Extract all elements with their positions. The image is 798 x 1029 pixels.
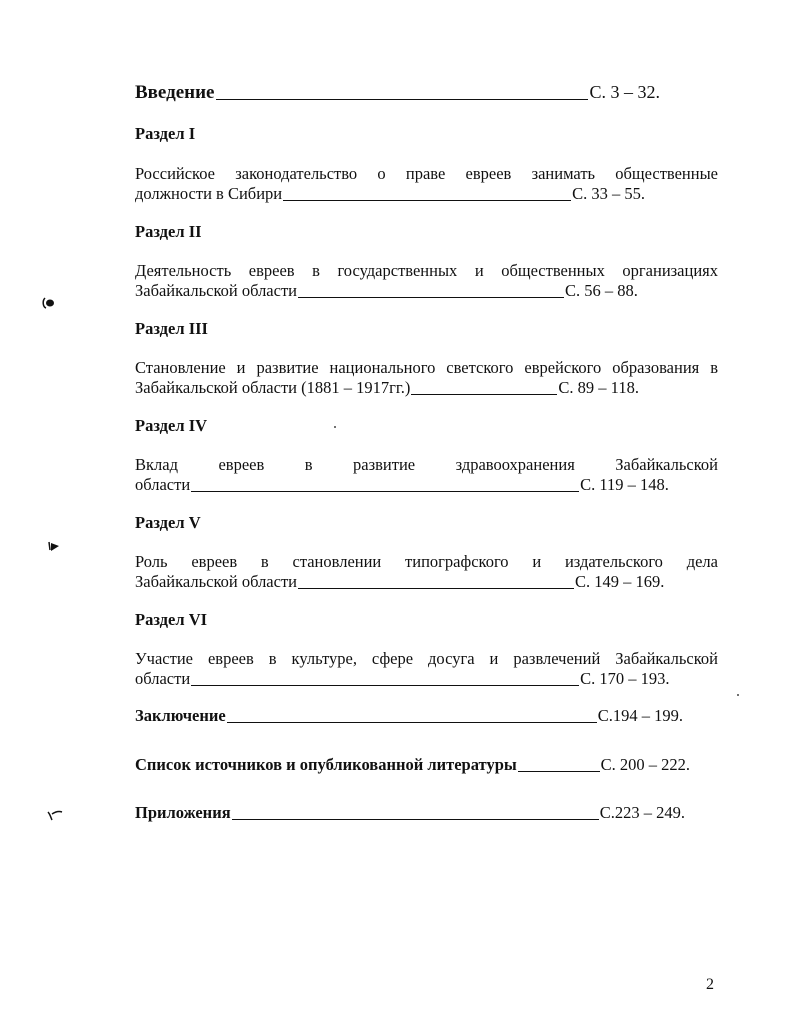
section-1-pages: С. 33 – 55. xyxy=(572,184,645,203)
section-4-heading: Раздел IV xyxy=(135,416,208,435)
section-2-heading: Раздел II xyxy=(135,222,202,241)
toc-conclusion-label: Заключение xyxy=(135,706,226,725)
section-6-title-line1: Участие евреев в культуре, сфере досуга и развлечений Забайкальской xyxy=(135,649,718,668)
section-1-heading: Раздел I xyxy=(135,124,196,143)
section-5-heading: Раздел V xyxy=(135,513,201,532)
section-1-title-line2: должности в Сибири xyxy=(135,184,283,203)
leader-line xyxy=(518,771,600,772)
binder-hole-mark-icon xyxy=(46,808,64,822)
leader-line xyxy=(227,722,597,723)
section-6-entry xyxy=(135,649,718,689)
toc-sources xyxy=(135,755,690,775)
section-2-title-line2-row xyxy=(135,281,718,301)
leader-line xyxy=(216,99,589,100)
section-6-title-line2: области xyxy=(135,669,191,688)
leader-line xyxy=(191,491,579,492)
toc-appendix xyxy=(135,803,685,823)
section-5-title-line2: Забайкальской области xyxy=(135,572,297,591)
scan-dot-icon xyxy=(333,425,337,429)
toc-conclusion xyxy=(135,706,683,726)
section-5-entry xyxy=(135,552,718,592)
toc-sources-pages: С. 200 – 222. xyxy=(600,755,690,774)
page-number: 2 xyxy=(706,976,714,993)
section-2-entry xyxy=(135,261,718,301)
toc-appendix-label: Приложения xyxy=(135,803,231,822)
section-3-heading: Раздел III xyxy=(135,319,208,338)
section-2-title-line1: Деятельность евреев в государственных и общественных организациях xyxy=(135,261,718,280)
toc-conclusion-pages: С.194 – 199. xyxy=(597,706,683,725)
section-3-title-line1: Становление и развитие национального светского еврейского образования в xyxy=(135,358,718,377)
section-2-title-line2: Забайкальской области xyxy=(135,281,297,300)
section-3-title-line2-row xyxy=(135,378,718,398)
toc-intro-pages: С. 3 – 32. xyxy=(589,82,660,102)
section-4-entry xyxy=(135,455,718,495)
section-2-pages: С. 56 – 88. xyxy=(565,281,638,300)
binder-hole-mark-icon xyxy=(42,296,56,310)
toc-intro-label: Введение xyxy=(135,82,215,103)
section-4-title-line2-row xyxy=(135,475,718,495)
section-1-title-line2-row xyxy=(135,184,718,204)
section-6-pages: С. 170 – 193. xyxy=(580,669,670,688)
leader-line xyxy=(191,685,579,686)
section-5-title-line1: Роль евреев в становлении типографского и издательского дела xyxy=(135,552,718,571)
section-4-pages: С. 119 – 148. xyxy=(580,475,669,494)
leader-line xyxy=(283,200,571,201)
section-6-title-line2-row xyxy=(135,669,718,689)
section-3-entry xyxy=(135,358,718,398)
leader-line xyxy=(411,394,557,395)
section-5-pages: С. 149 – 169. xyxy=(575,572,665,591)
toc-sources-label: Список источников и опубликованной литературы xyxy=(135,755,517,774)
toc-appendix-pages: С.223 – 249. xyxy=(599,803,685,822)
section-3-pages: С. 89 – 118. xyxy=(558,378,639,397)
section-4-title-line2: области xyxy=(135,475,191,494)
section-5-title-line2-row xyxy=(135,572,718,592)
binder-hole-mark-icon xyxy=(47,540,63,554)
toc-intro xyxy=(135,82,660,104)
section-6-heading: Раздел VI xyxy=(135,610,208,629)
section-1-entry xyxy=(135,164,718,204)
leader-line xyxy=(232,819,599,820)
scan-dot-icon xyxy=(736,693,740,697)
section-4-title-line1: Вклад евреев в развитие здравоохранения Забайкальской xyxy=(135,455,718,474)
section-1-title-line1: Российское законодательство о праве евреев занимать общественные xyxy=(135,164,718,183)
section-3-title-line2: Забайкальской области (1881 – 1917гг.) xyxy=(135,378,411,397)
leader-line xyxy=(298,297,564,298)
leader-line xyxy=(298,588,574,589)
